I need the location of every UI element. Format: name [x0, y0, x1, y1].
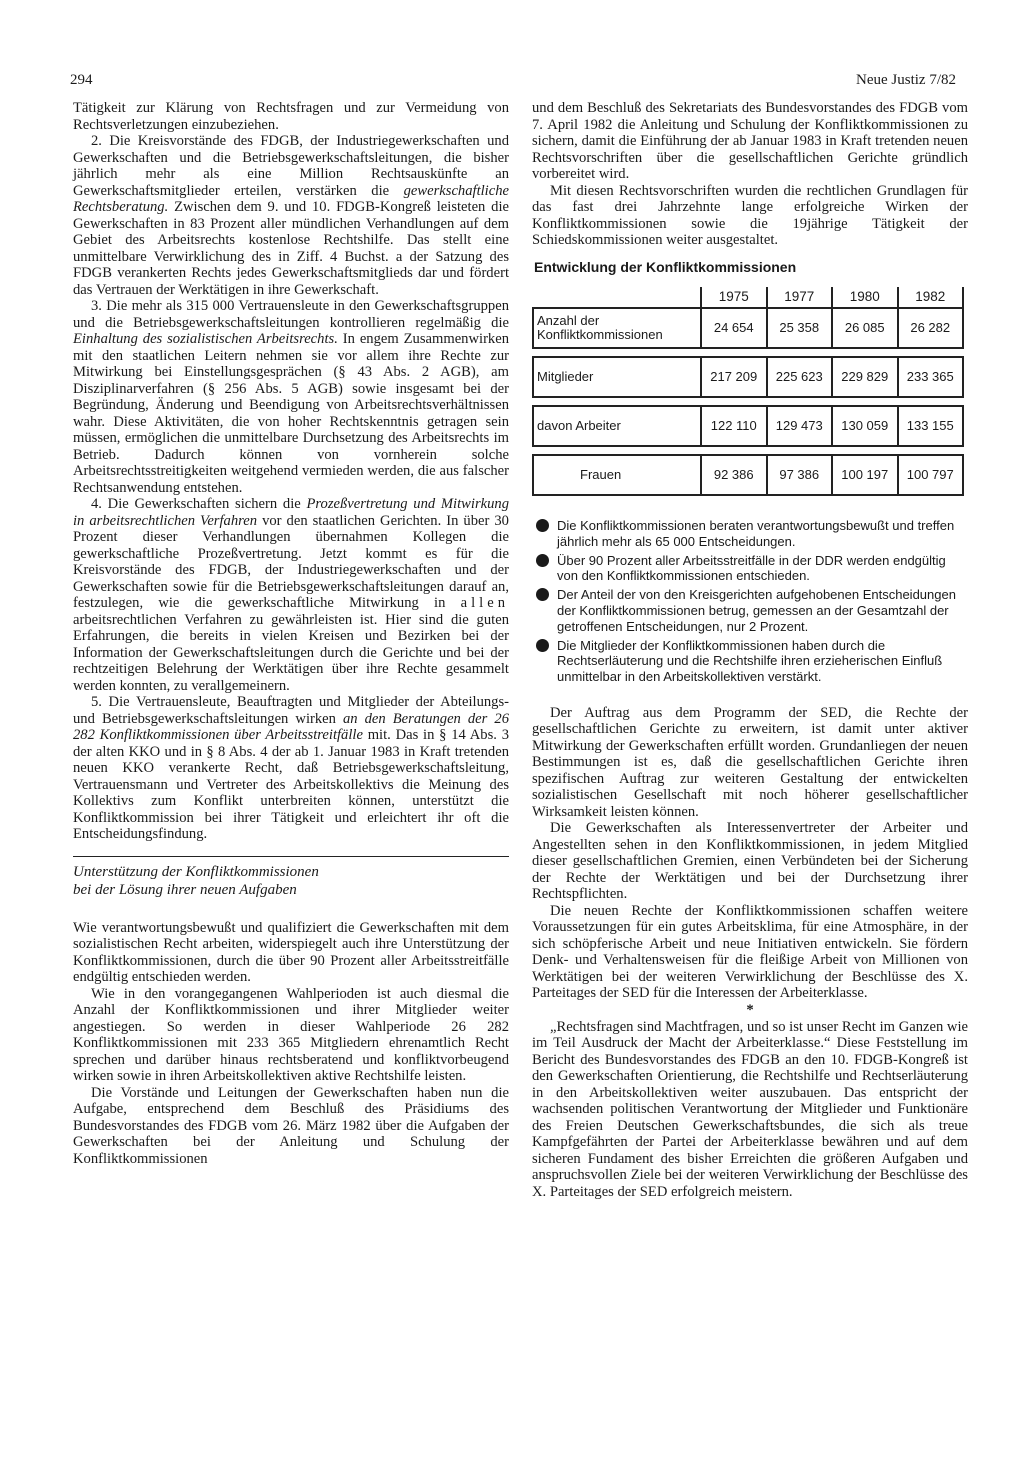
- paragraph: 5. Die Vertrauensleute, Beauftragten und Mitglieder der Abteilungs- und Betriebsgewerkschaftsleitungen wirken an den Beratungen der 26 282 Konfliktkommissionen über Arbeitsstreitfälle mit. Das in § 14 Abs. 3 der alten KKO und in § 8 Abs. 4 der ab 1. Januar 1983 in Kraft tretenden neuen KKO verankerte Recht, daß Betriebsgewerkschaftsleitung, Vertrauensmann und Vertreter des Arbeitskollektivs die Meinung des Kollektivs zum Konflikt unterbreiten können, unterstützt die Konfliktkommission bei ihrer Tätigkeit und erleichtert ihr oft die Entscheidungsfindung.: [73, 694, 509, 842]
- row-label: Mitglieder: [533, 357, 701, 397]
- table-cell: 100 197: [832, 455, 898, 495]
- fact-list: [532, 518, 968, 685]
- table-cell: 129 473: [767, 406, 833, 446]
- paragraph: Der Auftrag aus dem Programm der SED, die Rechte der gesellschaftlichen Gerichte zu erweitern, ist damit unter aktiver Mitwirkung der Gewerkschaften erfüllt worden. Grundanliegen der neuen Bestimmungen ist es, daß die gesellschaftlichen Gerichte ihren spezifischen Auftrag zur weiteren Gestaltung der entwickelten sozialistischen Gesellschaft mit noch höherer gesellschaftlicher Wirksamkeit leisten können.: [532, 704, 968, 820]
- paragraph: 2. Die Kreisvorstände des FDGB, der Industriegewerkschaften und Gewerkschaften und die Betriebsgewerkschaftsleitungen, die bisher jährlich mehr als eine Million Rechtsauskünfte an Gewerkschaftsmitglieder erteilen, verstärken die gewerkschaftliche Rechtsberatung. Zwischen dem 9. und 10. FDGB-Kongreß leisteten die Gewerkschaften in 83 Prozent aller mündlichen Verhandlungen auf dem Gebiet des Arbeitsrechts kostenlose Rechtshilfe. Das stellt eine unmittelbare Verwirklichung des in Ziff. 4 Buchst. a der Satzung des FDGB verankerten Rechts jedes Gewerkschaftsmitglieds dar und fördert das Vertrauen der Werktätigen in ihre Gewerkschaft.: [73, 133, 509, 298]
- paragraph: „Rechtsfragen sind Machtfragen, und so ist unser Recht im Ganzen wie im Teil Ausdruck der Macht der Arbeiterklasse.“ Diese Feststellung im Bericht des Bundesvorstandes des FDGB an den 10. FDGB-Kongreß ist den Gewerkschaften Orientierung, die Rechtshilfe und Rechtserläuterung in den Arbeitskollektiven weiter auszubauen. Das entspricht der wachsenden politischen Verantwortung der Mitglieder und Funktionäre des Freien Deutschen Gewerkschaftsbundes, die sich als treue Kampfgefährten der Partei der Arbeiterklasse bewähren und auf dem sicheren Fundament des bisher Erreichten die größeren Aufgaben und anspruchsvollen Ziele bei der weiteren Verwirklichung der Beschlüsse des X. Parteitages der SED erfolgreich meistern.: [532, 1018, 968, 1200]
- table-cell: 217 209: [701, 357, 767, 397]
- table-cell: 100 797: [898, 455, 964, 495]
- table-cell: 97 386: [767, 455, 833, 495]
- table-cell: 122 110: [701, 406, 767, 446]
- bullet-icon: [536, 639, 549, 652]
- paragraph: Die neuen Rechte der Konfliktkommissionen schaffen weitere Voraussetzungen für ein gutes Arbeitsklima, für eine Atmosphäre, in der sich schöpferische Arbeit und neue Initiativen entwickeln. Sie fördern Denk- und Verhaltensweisen für die fleißige Arbeit von Millionen von Werktätigen bei der weiteren Verwirklichung der Beschlüsse des X. Parteitages der SED für die Interessen der Arbeiterklasse.: [532, 902, 968, 1002]
- list-item: Über 90 Prozent aller Arbeitsstreitfälle in der DDR werden endgültig von den Konfliktkommissionen entschieden.: [532, 553, 968, 585]
- statistics-table: [532, 287, 964, 496]
- paragraph: Tätigkeit zur Klärung von Rechtsfragen und zur Vermeidung von Rechtsverletzungen einzubeziehen.: [73, 100, 509, 133]
- paragraph: Wie verantwortungsbewußt und qualifiziert die Gewerkschaften mit dem sozialistischen Recht arbeiten, widerspiegelt auch ihre Unterstützung der Konfliktkommissionen, durch die über 90 Prozent aller Arbeitsstreitfälle endgültig entschieden werden.: [73, 919, 509, 985]
- section-divider: [73, 856, 509, 857]
- table-row: [533, 308, 963, 348]
- bullet-icon: [536, 519, 549, 532]
- table-row: [533, 406, 963, 446]
- table-cell: 26 282: [898, 308, 964, 348]
- year-header: 1977: [767, 287, 833, 308]
- year-header: 1975: [701, 287, 767, 308]
- year-header: 1980: [832, 287, 898, 308]
- paragraph: Die Gewerkschaften als Interessenvertreter der Arbeiter und Angestellten sehen in den Konfliktkommissionen, in jedem Mitglied dieser gesellschaftlichen Gremien, einen Verbündeten bei der Sicherung der Rechte der Werktätigen und bei der Durchsetzung ihrer Rechtspflichten.: [532, 820, 968, 903]
- table-cell: 225 623: [767, 357, 833, 397]
- row-label: Frauen: [533, 455, 701, 495]
- paragraph: 4. Die Gewerkschaften sichern die Prozeßvertretung und Mitwirkung in arbeitsrechtlichen Verfahren vor den staatlichen Gerichten. In über 30 Prozent dieser Verhandlungen übernahmen Kollegen die gewerkschaftliche Prozeßvertretung. Jetzt kommt es für die Kreisvorstände des FDGB, der Industriegewerkschaften und der Gewerkschaften sowie für die Betriebsgewerkschaftsleitungen darauf an, festzulegen, wie die gewerkschaftliche Mitwirkung in allen arbeitsrechtlichen Verfahren zu gewährleisten ist. Hier sind die guten Erfahrungen, die bereits in vielen Kreisen und Bezirken bei der Information der Gewerkschaftsleitungen durch die Gerichte und bei der rechtzeitigen Belehrung der Werktätigen über ihre Rechte gesammelt werden konnten, zu verallgemeinern.: [73, 496, 509, 694]
- table-row: [533, 357, 963, 397]
- left-column: [73, 100, 509, 1167]
- list-item: Der Anteil der von den Kreisgerichten aufgehobenen Entscheidungen der Konfliktkommissionen betrug, gemessen an der Gesamtzahl der getroffenen Entscheidungen, nur 2 Prozent.: [532, 587, 968, 634]
- row-label: davon Arbeiter: [533, 406, 701, 446]
- table-cell: 92 386: [701, 455, 767, 495]
- row-label: Anzahl der Konfliktkommissionen: [533, 308, 701, 348]
- bullet-icon: [536, 554, 549, 567]
- table-header-row: [533, 287, 963, 308]
- list-item: Die Konfliktkommissionen beraten verantwortungsbewußt und treffen jährlich mehr als 65 000 Entscheidungen.: [532, 518, 968, 550]
- table-cell: 25 358: [767, 308, 833, 348]
- paragraph: Die Vorstände und Leitungen der Gewerkschaften haben nun die Aufgabe, entsprechend dem Beschluß des Präsidiums des Bundesvorstandes des FDGB vom 26. März 1982 über die Aufgaben der Gewerkschaften bei der Anleitung und Schulung der Konfliktkommissionen: [73, 1084, 509, 1167]
- table-cell: 233 365: [898, 357, 964, 397]
- paragraph: 3. Die mehr als 315 000 Vertrauensleute in den Gewerkschaftsgruppen und die Betriebsgewerkschaftsleitungen kontrollieren regelmäßig die Einhaltung des sozialistischen Arbeitsrechts. In engem Zusammenwirken mit den staatlichen Leitern nehmen sie vor allem ihre Rechte zur Mitwirkung bei Einstellungsgesprächen (§ 43 Abs. 2 AGB), am Disziplinarverfahren (§ 256 Abs. 5 AGB) sowie insgesamt bei der Begründung, Änderung und Beendigung von Arbeitsrechtsverhältnissen wahr. Diese Aktivitäten, die von hoher Rechtskenntnis getragen sein müssen, ermöglichen die unmittelbare Durchsetzung des Arbeitsrechts im Betrieb. Dadurch können von vornherein solche Arbeitsrechtsstreitigkeiten weitgehend vermieden werden, die aus falscher Rechtsanwendung entstehen.: [73, 298, 509, 496]
- year-header: 1982: [898, 287, 964, 308]
- journal-issue: Neue Justiz 7/82: [856, 72, 956, 88]
- bullet-icon: [536, 588, 549, 601]
- page-number: 294: [70, 72, 93, 88]
- section-heading: Unterstützung der Konfliktkommissionen bei der Lösung ihrer neuen Aufgaben: [73, 863, 319, 898]
- table-cell: 229 829: [832, 357, 898, 397]
- right-column: [532, 100, 968, 1200]
- list-item: Die Mitglieder der Konfliktkommissionen haben durch die Rechtserläuterung und die Rechtshilfe ihren erzieherischen Einfluß unmittelbar in den Arbeitskollektiven verstärkt.: [532, 638, 968, 685]
- table-cell: 130 059: [832, 406, 898, 446]
- section-separator: *: [746, 1001, 754, 1018]
- paragraph: und dem Beschluß des Sekretariats des Bundesvorstandes des FDGB vom 7. April 1982 die Anleitung und Schulung der Konfliktkommissionen zu sichern, damit die Einführung der ab Januar 1983 in Kraft tretenden neuen Rechtsvorschriften über die gesellschaftlichen Gerichte gründlich vorbereitet wird.: [532, 100, 968, 182]
- paragraph: Wie in den vorangegangenen Wahlperioden ist auch diesmal die Anzahl der Konfliktkommissionen und ihrer Mitglieder weiter angestiegen. So werden in dieser Wahlperiode 26 282 Konfliktkommissionen mit 233 365 Mitgliedern ehrenamtlich Recht sprechen und darüber hinaus rechtsberatend und konfliktvorbeugend wirken sowie in ihren Arbeitskollektiven aktive Rechtshilfe leisten.: [73, 985, 509, 1084]
- table-cell: 24 654: [701, 308, 767, 348]
- table-cell: 133 155: [898, 406, 964, 446]
- table-title: Entwicklung der Konfliktkommissionen: [534, 258, 797, 275]
- paragraph: Mit diesen Rechtsvorschriften wurden die rechtlichen Grundlagen für das fast drei Jahrzehnte lange erfolgreiche Wirken der Konfliktkommissionen sowie die 19jährige Tätigkeit der Schiedskommissionen weiter ausgestaltet.: [532, 182, 968, 248]
- table-row: [533, 455, 963, 495]
- table-cell: 26 085: [832, 308, 898, 348]
